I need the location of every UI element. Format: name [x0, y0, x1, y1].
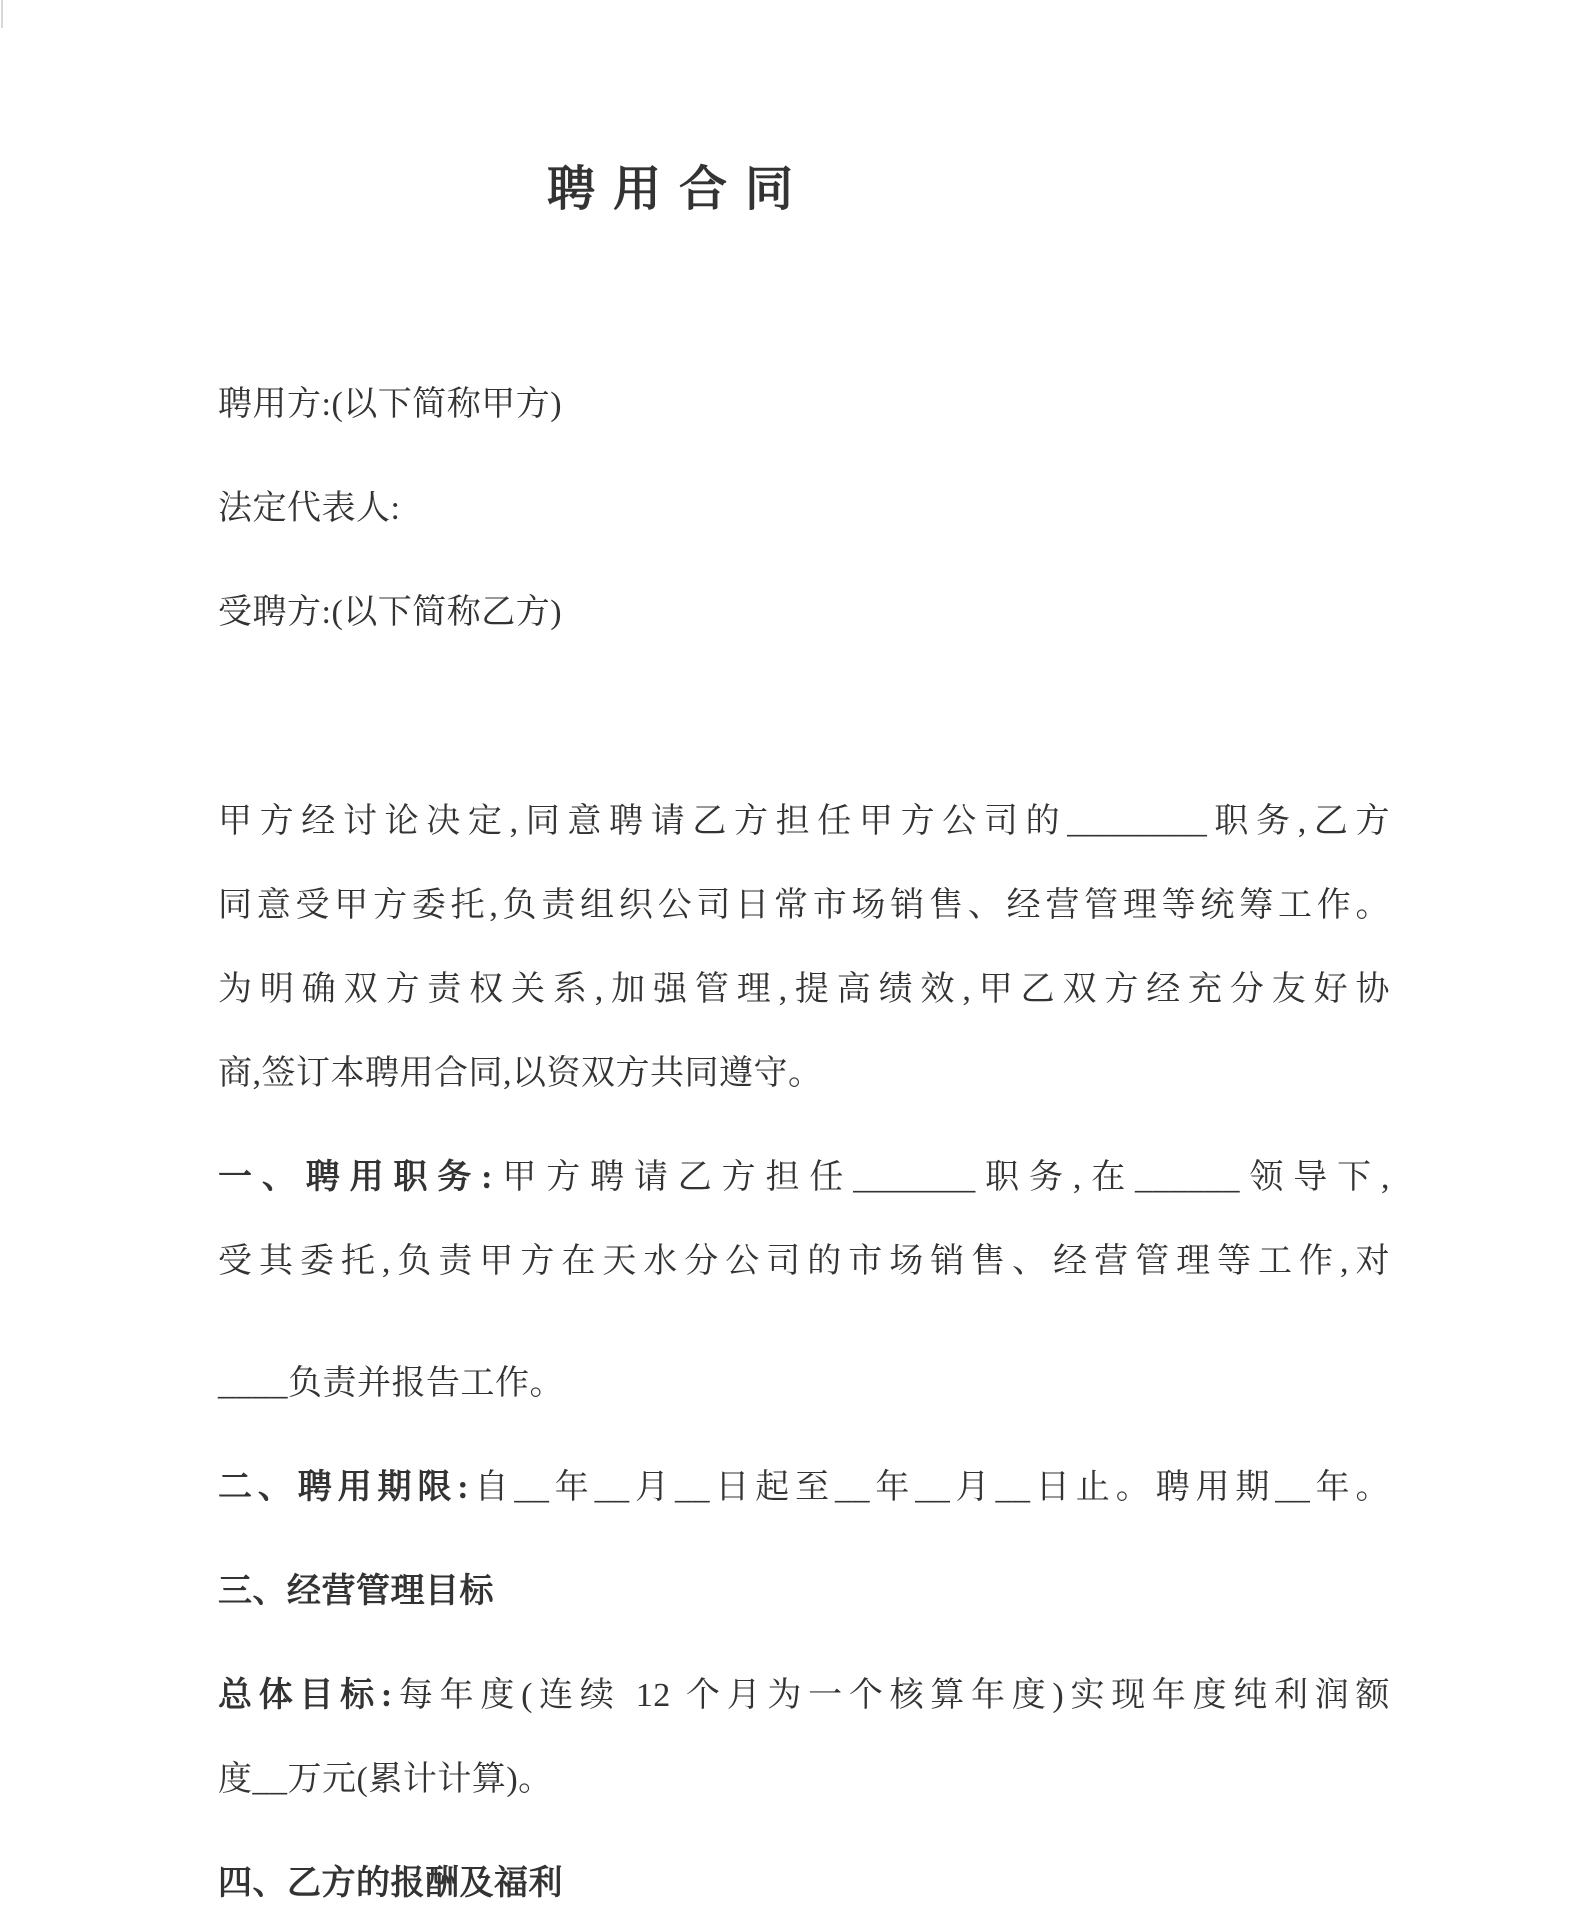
line-text: 受聘方:(以下简称乙方)	[218, 594, 563, 631]
document-text-line	[218, 1342, 1390, 1426]
document-body	[218, 363, 1390, 1926]
page-edge-artifact	[1, 0, 3, 28]
heading-label: 四、乙方的报酬及福利	[218, 1865, 563, 1902]
line-text: 度__万元(累计计算)。	[218, 1761, 553, 1798]
document-heading-line	[218, 1550, 1390, 1634]
line-text: 每年度(连续 12 个月为一个核算年度)实现年度纯利润额	[392, 1677, 1390, 1714]
document-text-line	[218, 948, 1390, 1032]
document-heading-line	[218, 1446, 1390, 1530]
document-text-line	[218, 571, 1390, 655]
heading-label: 一、聘用职务:	[218, 1159, 493, 1196]
document-heading-line	[218, 1654, 1390, 1738]
document-text-line	[218, 467, 1390, 551]
document-heading-line	[218, 1136, 1390, 1220]
line-text: 自__年__月__日起至__年__月__日止。聘用期__年。	[469, 1469, 1390, 1506]
line-text: 甲方聘请乙方担任_______职务,在______领导下,	[493, 1159, 1391, 1196]
line-text: 受其委托,负责甲方在天水分公司的市场销售、经营管理等工作,对	[218, 1243, 1390, 1280]
line-text: 聘用方:(以下简称甲方)	[218, 386, 563, 423]
document-text-line	[218, 1738, 1390, 1822]
heading-label: 总体目标:	[218, 1677, 393, 1714]
line-text: 甲方经讨论决定,同意聘请乙方担任甲方公司的________职务,乙方	[218, 803, 1390, 840]
document-heading-line	[218, 1842, 1390, 1926]
heading-label: 二、聘用期限:	[218, 1469, 470, 1506]
line-text: 商,签订本聘用合同,以资双方共同遵守。	[218, 1055, 823, 1092]
document-text-line	[218, 363, 1390, 447]
line-text: 同意受甲方委托,负责组织公司日常市场销售、经营管理等统筹工作。	[218, 887, 1390, 924]
paragraph-spacer	[218, 655, 1390, 760]
heading-label: 三、经营管理目标	[218, 1573, 494, 1610]
document-title: 聘 用 合 同	[546, 163, 793, 216]
line-text: ____负责并报告工作。	[218, 1365, 564, 1402]
line-text: 法定代表人:	[218, 490, 401, 527]
document-text-line	[218, 864, 1390, 948]
document-text-line	[218, 780, 1390, 864]
document-text-line	[218, 1032, 1390, 1116]
line-text: 为明确双方责权关系,加强管理,提高绩效,甲乙双方经充分友好协	[218, 971, 1390, 1008]
document-text-line	[218, 1220, 1390, 1304]
